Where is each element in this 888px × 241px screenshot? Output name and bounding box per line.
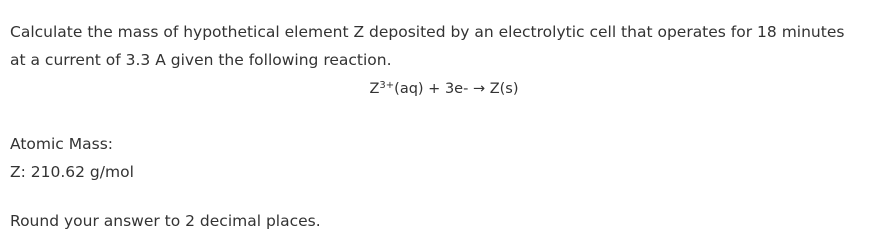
question-text-line-1: Calculate the mass of hypothetical element Z deposited by an electrolytic cell that operates for 18 minutes [10,23,845,41]
rounding-instruction: Round your answer to 2 decimal places. [10,212,321,230]
reaction-equation [0,79,888,99]
atomic-mass-value: Z: 210.62 g/mol [10,163,134,181]
atomic-mass-label: Atomic Mass: [10,135,113,153]
reactant-state-and-electrons: (aq) + 3e- [394,81,473,97]
reactant-symbol: Z [369,81,380,97]
reaction-arrow: → [472,81,486,97]
product: Z(s) [485,81,519,97]
reactant-charge: 3+ [379,80,395,91]
question-text-line-2: at a current of 3.3 A given the following reaction. [10,51,392,69]
